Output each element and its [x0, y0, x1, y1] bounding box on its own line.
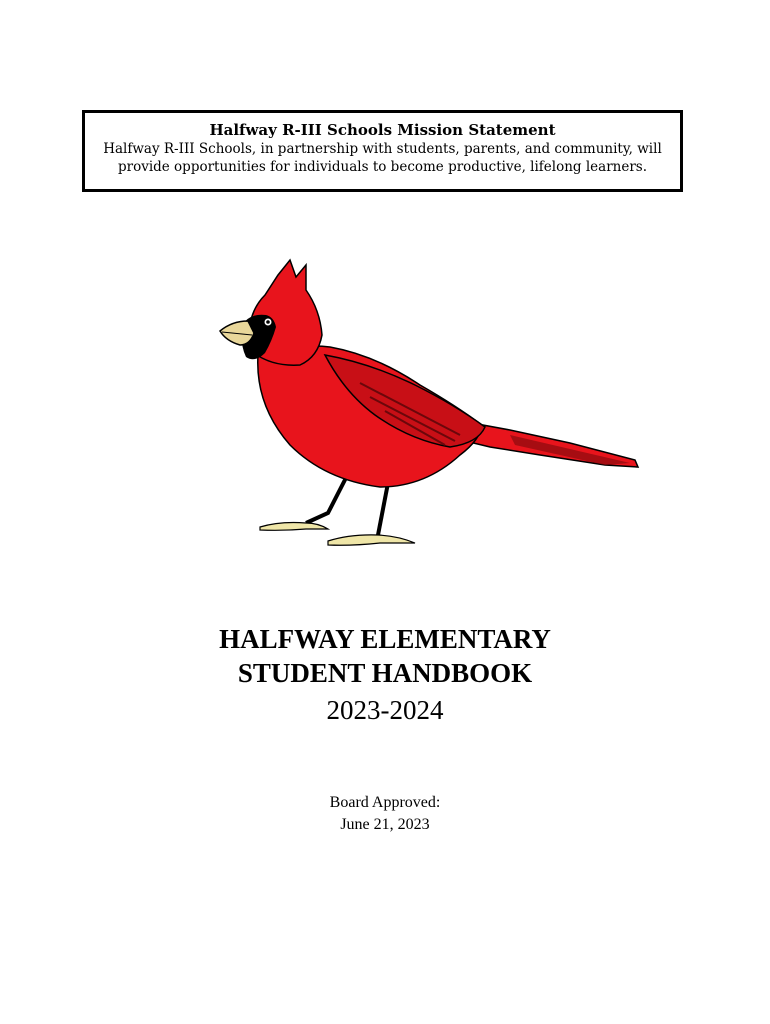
mission-statement-title: Halfway R-III Schools Mission Statement: [209, 121, 556, 139]
cardinal-bird-icon: [210, 255, 645, 555]
handbook-title-block: [0, 622, 770, 730]
board-approval: [0, 792, 770, 836]
school-year: 2023-2024: [326, 695, 444, 725]
school-name-title: HALFWAY ELEMENTARY: [219, 624, 551, 654]
board-approval-label: Board Approved:: [329, 794, 441, 811]
mission-statement-box: [82, 110, 683, 192]
board-approval-date: June 21, 2023: [340, 816, 430, 833]
mission-statement-text: Halfway R-III Schools, in partnership with students, parents, and community, will provide opportunities for individuals to become productive, lifelong learners.: [103, 141, 662, 175]
handbook-title: STUDENT HANDBOOK: [237, 658, 533, 688]
